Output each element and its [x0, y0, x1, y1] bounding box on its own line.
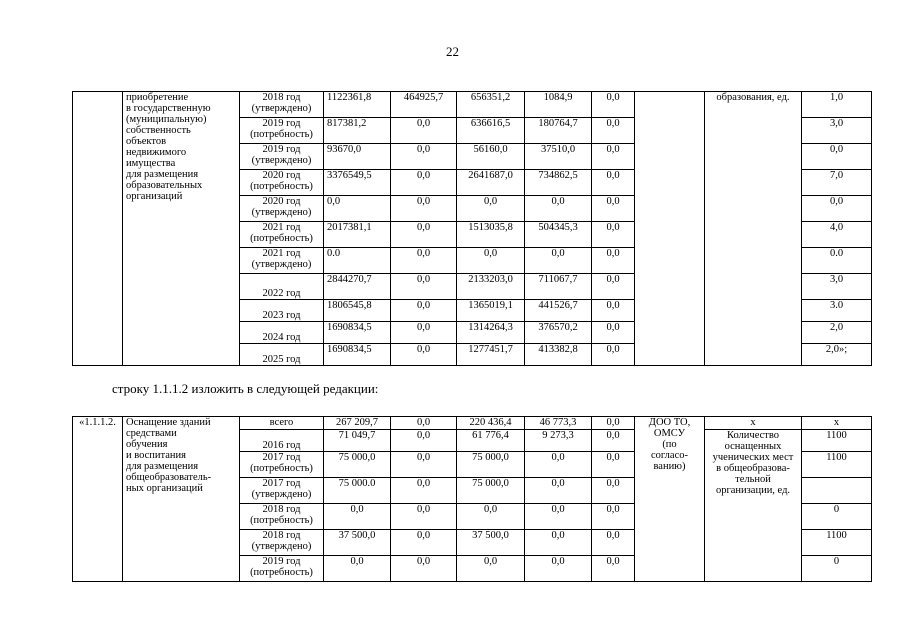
value-total: 267 209,7	[324, 417, 391, 430]
value-total: 2844270,7	[324, 274, 391, 300]
value-federal: 0,0	[391, 478, 457, 504]
indicator-name: образования, ед.	[705, 92, 802, 366]
value-federal: 0,0	[391, 530, 457, 556]
value-federal: 0,0	[391, 196, 457, 222]
value-other: 0,0	[592, 556, 635, 582]
value-federal: 0,0	[391, 556, 457, 582]
indicator-value: 0,0	[802, 196, 872, 222]
executor-cell: ДОО ТО, ОМСУ (по согласо- ванию)	[635, 417, 705, 582]
year-cell: 2019 год (утверждено)	[240, 144, 324, 170]
executor-cell	[635, 92, 705, 366]
value-other: 0,0	[592, 452, 635, 478]
value-total: 0.0	[324, 248, 391, 274]
value-other: 0,0	[592, 344, 635, 366]
year-cell: 2016 год	[240, 430, 324, 452]
indicator-value: 1100	[802, 430, 872, 452]
year-cell: 2022 год	[240, 274, 324, 300]
value-regional: 1277451,7	[457, 344, 525, 366]
value-total: 71 049,7	[324, 430, 391, 452]
value-total: 817381,2	[324, 118, 391, 144]
value-local: 0,0	[525, 556, 592, 582]
value-local: 1084,9	[525, 92, 592, 118]
value-regional: 0,0	[457, 504, 525, 530]
value-other: 0,0	[592, 504, 635, 530]
value-total: 1806545,8	[324, 300, 391, 322]
value-federal: 0,0	[391, 118, 457, 144]
value-total: 37 500,0	[324, 530, 391, 556]
value-regional: 656351,2	[457, 92, 525, 118]
value-regional: 75 000,0	[457, 452, 525, 478]
value-federal: 0,0	[391, 248, 457, 274]
indicator-value: 2,0	[802, 322, 872, 344]
value-total: 3376549,5	[324, 170, 391, 196]
indicator-value: 3,0	[802, 274, 872, 300]
value-regional: 636616,5	[457, 118, 525, 144]
value-local: 0,0	[525, 196, 592, 222]
year-cell: 2019 год (потребность)	[240, 556, 324, 582]
value-other: 0,0	[592, 196, 635, 222]
value-federal: 0,0	[391, 322, 457, 344]
value-other: 0,0	[592, 118, 635, 144]
value-local: 0,0	[525, 504, 592, 530]
year-cell: 2017 год (утверждено)	[240, 478, 324, 504]
year-cell: 2017 год (потребность)	[240, 452, 324, 478]
value-local: 376570,2	[525, 322, 592, 344]
year-cell: 2020 год (утверждено)	[240, 196, 324, 222]
value-federal: 0,0	[391, 344, 457, 366]
value-local: 504345,3	[525, 222, 592, 248]
row-description: приобретение в государственную (муниципальную) собственность объектов недвижимого имущества для размещения образовательных организаций	[123, 92, 240, 366]
indicator-value: 3.0	[802, 300, 872, 322]
program-table-row-1-1-1-2	[72, 416, 872, 582]
indicator-value: 0	[802, 504, 872, 530]
indicator-value: 0.0	[802, 248, 872, 274]
value-other: 0,0	[592, 92, 635, 118]
value-regional: 75 000,0	[457, 478, 525, 504]
value-regional: 37 500,0	[457, 530, 525, 556]
indicator-value: 3,0	[802, 118, 872, 144]
table-row	[73, 417, 872, 430]
indicator-value: 7,0	[802, 170, 872, 196]
value-local: 180764,7	[525, 118, 592, 144]
year-cell: 2018 год (утверждено)	[240, 530, 324, 556]
value-local: 734862,5	[525, 170, 592, 196]
value-other: 0,0	[592, 530, 635, 556]
value-local: 0,0	[525, 478, 592, 504]
indicator-header-value: x	[802, 417, 872, 430]
value-regional: 1365019,1	[457, 300, 525, 322]
value-other: 0,0	[592, 322, 635, 344]
value-federal: 464925,7	[391, 92, 457, 118]
value-local: 0,0	[525, 530, 592, 556]
value-federal: 0,0	[391, 170, 457, 196]
row-number-cell	[73, 92, 123, 366]
value-local: 711067,7	[525, 274, 592, 300]
value-total: 2017381,1	[324, 222, 391, 248]
value-other: 0,0	[592, 274, 635, 300]
value-local: 9 273,3	[525, 430, 592, 452]
value-local: 0,0	[525, 248, 592, 274]
value-total: 1690834,5	[324, 344, 391, 366]
year-cell: 2021 год (потребность)	[240, 222, 324, 248]
value-other: 0,0	[592, 417, 635, 430]
value-local: 413382,8	[525, 344, 592, 366]
indicator-value: 1100	[802, 452, 872, 478]
indicator-header: x	[705, 417, 802, 430]
year-cell: всего	[240, 417, 324, 430]
value-local: 37510,0	[525, 144, 592, 170]
value-total: 93670,0	[324, 144, 391, 170]
value-total: 75 000.0	[324, 478, 391, 504]
table-row	[73, 92, 872, 118]
value-regional: 1513035,8	[457, 222, 525, 248]
value-other: 0,0	[592, 300, 635, 322]
value-regional: 220 436,4	[457, 417, 525, 430]
value-regional: 2133203,0	[457, 274, 525, 300]
value-local: 46 773,3	[525, 417, 592, 430]
value-regional: 1314264,3	[457, 322, 525, 344]
value-federal: 0,0	[391, 452, 457, 478]
indicator-value: 0	[802, 556, 872, 582]
year-cell: 2018 год (утверждено)	[240, 92, 324, 118]
value-federal: 0,0	[391, 417, 457, 430]
year-cell: 2020 год (потребность)	[240, 170, 324, 196]
value-regional: 0,0	[457, 248, 525, 274]
indicator-value: 1100	[802, 530, 872, 556]
value-federal: 0,0	[391, 300, 457, 322]
amendment-caption: строку 1.1.1.2 изложить в следующей редакции:	[112, 381, 379, 396]
value-other: 0,0	[592, 430, 635, 452]
year-cell: 2018 год (потребность)	[240, 504, 324, 530]
value-federal: 0,0	[391, 274, 457, 300]
value-other: 0,0	[592, 478, 635, 504]
value-other: 0,0	[592, 222, 635, 248]
value-federal: 0,0	[391, 222, 457, 248]
value-other: 0,0	[592, 248, 635, 274]
row-number-cell: «1.1.1.2.	[73, 417, 123, 582]
year-cell: 2019 год (потребность)	[240, 118, 324, 144]
year-cell: 2025 год	[240, 344, 324, 366]
page-number: 22	[446, 44, 459, 59]
indicator-value	[802, 478, 872, 504]
value-local: 0,0	[525, 452, 592, 478]
value-regional: 0,0	[457, 196, 525, 222]
value-local: 441526,7	[525, 300, 592, 322]
value-regional: 0,0	[457, 556, 525, 582]
value-regional: 2641687,0	[457, 170, 525, 196]
value-federal: 0,0	[391, 504, 457, 530]
indicator-value: 1,0	[802, 92, 872, 118]
value-total: 0,0	[324, 504, 391, 530]
value-regional: 61 776,4	[457, 430, 525, 452]
indicator-name: Количество оснащенных ученических мест в общеобразова- тельной организации, ед.	[705, 430, 802, 582]
value-total: 1690834,5	[324, 322, 391, 344]
value-federal: 0,0	[391, 430, 457, 452]
year-cell: 2023 год	[240, 300, 324, 322]
value-total: 75 000,0	[324, 452, 391, 478]
value-regional: 56160,0	[457, 144, 525, 170]
value-total: 0,0	[324, 556, 391, 582]
value-federal: 0,0	[391, 144, 457, 170]
year-cell: 2024 год	[240, 322, 324, 344]
indicator-value: 2,0»;	[802, 344, 872, 366]
row-description: Оснащение зданий средствами обучения и воспитания для размещения общеобразователь- ных организаций	[123, 417, 240, 582]
value-total: 0,0	[324, 196, 391, 222]
value-total: 1122361,8	[324, 92, 391, 118]
value-other: 0,0	[592, 144, 635, 170]
indicator-value: 4,0	[802, 222, 872, 248]
value-other: 0,0	[592, 170, 635, 196]
indicator-value: 0,0	[802, 144, 872, 170]
year-cell: 2021 год (утверждено)	[240, 248, 324, 274]
program-table-continued	[72, 91, 872, 366]
